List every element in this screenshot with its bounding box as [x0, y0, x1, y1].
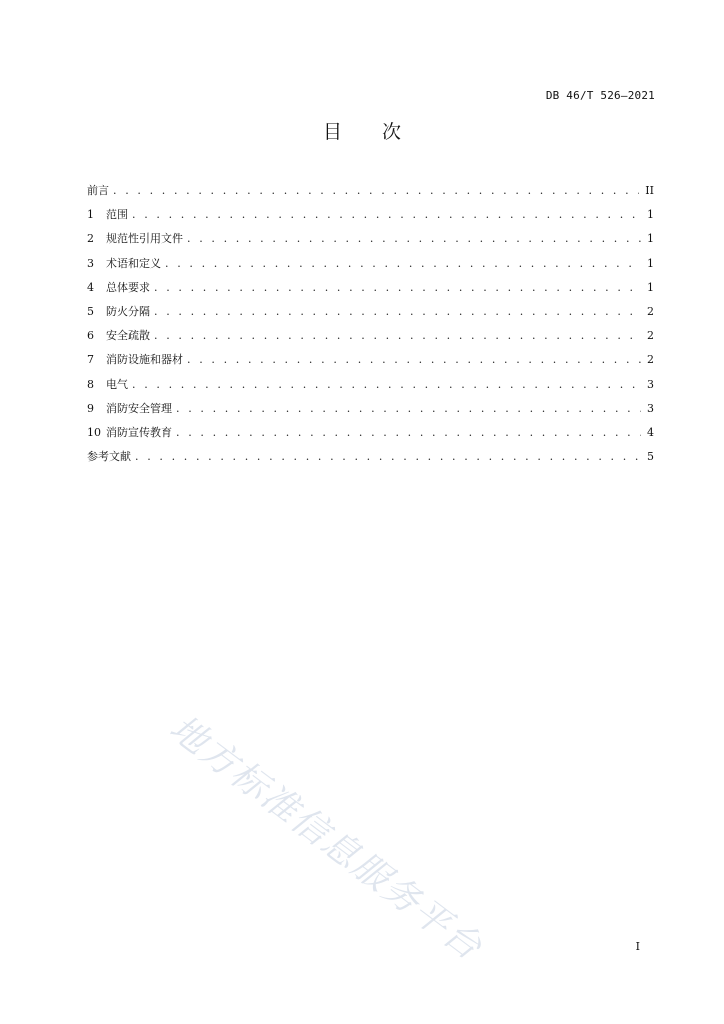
toc-entry-label: 消防宣传教育	[106, 425, 172, 439]
toc-entry-page: 3	[647, 377, 654, 391]
toc-entry-6[interactable]	[87, 327, 654, 351]
toc-leader-dots	[132, 378, 641, 391]
toc-entry-references[interactable]	[87, 448, 654, 472]
toc-entry-4[interactable]	[87, 279, 654, 303]
toc-entry-label: 安全疏散	[106, 329, 150, 343]
toc-entry-page: 5	[647, 450, 654, 464]
toc-leader-dots	[154, 281, 641, 294]
toc-entry-number: 10	[87, 425, 101, 439]
toc-leader-dots	[113, 184, 639, 197]
toc-entry-page: II	[645, 184, 654, 197]
toc-leader-dots	[187, 353, 641, 366]
toc-entry-page: 4	[647, 425, 654, 439]
toc-entry-number: 3	[87, 256, 94, 270]
toc-entry-page: 1	[647, 208, 654, 222]
toc-leader-dots	[176, 426, 641, 439]
toc-leader-dots	[187, 232, 641, 245]
toc-entry-label: 防火分隔	[106, 304, 150, 318]
toc-entry-10[interactable]	[87, 424, 654, 448]
toc-entry-label: 术语和定义	[106, 256, 161, 270]
toc-entry-page: 1	[647, 232, 654, 246]
toc-entry-5[interactable]	[87, 303, 654, 327]
toc-entry-number: 2	[87, 232, 94, 246]
toc-entry-label: 电气	[106, 377, 128, 391]
toc-entry-number: 9	[87, 401, 94, 415]
toc-title-char-2: 次	[382, 121, 402, 143]
toc-entry-preface[interactable]	[87, 182, 654, 206]
toc-leader-dots	[165, 257, 641, 270]
document-code: DB 46/T 526—2021	[545, 89, 655, 102]
toc-entry-2[interactable]	[87, 230, 654, 254]
toc-entry-3[interactable]	[87, 255, 654, 279]
toc-entry-label: 参考文献	[87, 450, 131, 464]
toc-entry-7[interactable]	[87, 351, 654, 375]
toc-entry-number: 1	[87, 208, 94, 222]
toc-entry-page: 2	[647, 304, 654, 318]
toc-entry-page: 3	[647, 401, 654, 415]
toc-entry-label: 前言	[87, 184, 109, 197]
toc-entry-number: 5	[87, 304, 94, 318]
toc-entry-label: 消防设施和器材	[106, 353, 183, 367]
toc-entry-page: 1	[647, 280, 654, 294]
toc-leader-dots	[135, 450, 641, 463]
toc-entry-number: 8	[87, 377, 94, 391]
toc-entry-page: 2	[647, 353, 654, 367]
toc-entry-1[interactable]	[87, 206, 654, 230]
toc-leader-dots	[176, 402, 641, 415]
toc-entry-number: 7	[87, 353, 94, 367]
toc-leader-dots	[154, 305, 641, 318]
toc-entry-label: 消防安全管理	[106, 401, 172, 415]
table-of-contents	[87, 182, 654, 472]
toc-entry-number: 6	[87, 329, 94, 343]
toc-leader-dots	[154, 329, 641, 342]
page-number: I	[635, 940, 640, 953]
toc-entry-9[interactable]	[87, 400, 654, 424]
watermark-text: 地方标准信息服务平台	[161, 707, 491, 969]
toc-entry-label: 范围	[106, 208, 128, 222]
toc-leader-dots	[132, 208, 641, 221]
toc-entry-page: 1	[647, 256, 654, 270]
toc-entry-8[interactable]	[87, 376, 654, 400]
toc-entry-page: 2	[647, 329, 654, 343]
toc-title-char-1: 目	[322, 121, 342, 143]
toc-entry-label: 规范性引用文件	[106, 232, 183, 246]
toc-title	[0, 117, 724, 144]
toc-entry-number: 4	[87, 280, 94, 294]
toc-entry-label: 总体要求	[106, 280, 150, 294]
